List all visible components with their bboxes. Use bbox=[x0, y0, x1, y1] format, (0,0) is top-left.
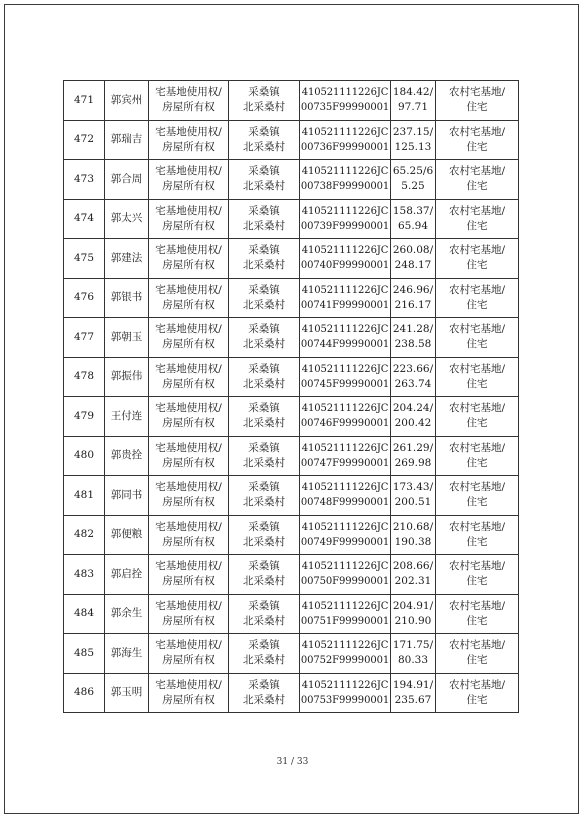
location-line: 采桑镇 bbox=[248, 125, 280, 138]
area-line: 269.98 bbox=[394, 456, 432, 469]
unit-code-line: 410521111226JC bbox=[301, 640, 389, 652]
unit-code-line: 410521111226JC bbox=[301, 482, 389, 494]
right-type-line: 房屋所有权 bbox=[162, 654, 215, 667]
land-use-line: 农村宅基地/ bbox=[448, 165, 506, 178]
owner-name-cell: 郭合周 bbox=[105, 160, 149, 200]
area-line: 184.42/ bbox=[392, 86, 434, 99]
right-type-cell bbox=[149, 357, 229, 397]
right-type-cell bbox=[149, 160, 229, 200]
area-line: 171.75/ bbox=[392, 639, 434, 652]
right-type-line: 房屋所有权 bbox=[162, 614, 215, 627]
location-cell bbox=[229, 357, 300, 397]
unit-code-cell bbox=[300, 357, 391, 397]
owner-name-cell: 郭振伟 bbox=[105, 357, 149, 397]
area-cell bbox=[391, 120, 436, 160]
location-cell bbox=[229, 239, 300, 279]
right-type-line: 宅基地使用权/ bbox=[155, 283, 222, 296]
right-type-line: 房屋所有权 bbox=[162, 140, 215, 153]
unit-code-cell bbox=[300, 436, 391, 476]
location-line: 北采桑村 bbox=[243, 219, 285, 232]
land-use-line: 农村宅基地/ bbox=[448, 402, 506, 415]
location-line: 采桑镇 bbox=[248, 86, 280, 99]
table-row bbox=[64, 673, 519, 713]
land-use-line: 住宅 bbox=[466, 259, 488, 272]
right-type-cell bbox=[149, 436, 229, 476]
unit-code-cell bbox=[300, 594, 391, 634]
area-cell bbox=[391, 436, 436, 476]
record-number-cell: 472 bbox=[64, 120, 105, 160]
record-number-cell: 478 bbox=[64, 357, 105, 397]
unit-code-line: 410521111226JC bbox=[301, 363, 389, 375]
area-line: 202.31 bbox=[394, 575, 432, 588]
location-line: 北采桑村 bbox=[243, 614, 285, 627]
area-cell bbox=[391, 318, 436, 358]
right-type-line: 房屋所有权 bbox=[162, 693, 215, 706]
location-cell bbox=[229, 397, 300, 437]
land-use-line: 住宅 bbox=[466, 219, 488, 232]
location-line: 采桑镇 bbox=[248, 639, 280, 652]
record-number-cell: 479 bbox=[64, 397, 105, 437]
land-use-line: 住宅 bbox=[466, 575, 488, 588]
location-cell bbox=[229, 476, 300, 516]
location-cell bbox=[229, 160, 300, 200]
area-cell bbox=[391, 239, 436, 279]
location-line: 采桑镇 bbox=[248, 402, 280, 415]
record-number-cell: 483 bbox=[64, 555, 105, 595]
land-use-line: 住宅 bbox=[466, 535, 488, 548]
land-use-line: 住宅 bbox=[466, 693, 488, 706]
location-cell bbox=[229, 673, 300, 713]
area-line: 216.17 bbox=[394, 298, 432, 311]
land-use-line: 农村宅基地/ bbox=[448, 323, 506, 336]
unit-code-line: 410521111226JC bbox=[301, 284, 389, 296]
unit-code-cell bbox=[300, 673, 391, 713]
owner-name-cell: 郭瑞吉 bbox=[105, 120, 149, 160]
location-line: 北采桑村 bbox=[243, 140, 285, 153]
area-line: 65.25/6 bbox=[392, 165, 434, 178]
location-line: 北采桑村 bbox=[243, 259, 285, 272]
right-type-cell bbox=[149, 397, 229, 437]
land-use-line: 住宅 bbox=[466, 298, 488, 311]
record-number-cell: 475 bbox=[64, 239, 105, 279]
unit-code-line: 410521111226JC bbox=[301, 324, 389, 336]
table-row bbox=[64, 634, 519, 674]
location-line: 北采桑村 bbox=[243, 180, 285, 193]
record-number-cell: 485 bbox=[64, 634, 105, 674]
table-row bbox=[64, 397, 519, 437]
table-row bbox=[64, 239, 519, 279]
area-line: 223.66/ bbox=[392, 362, 434, 375]
record-number-cell: 473 bbox=[64, 160, 105, 200]
right-type-cell bbox=[149, 199, 229, 239]
record-number-cell: 474 bbox=[64, 199, 105, 239]
unit-code-line: 00750F99990001 bbox=[300, 576, 390, 588]
area-line: 238.58 bbox=[394, 338, 432, 351]
land-use-cell bbox=[436, 278, 519, 318]
location-cell bbox=[229, 594, 300, 634]
location-cell bbox=[229, 318, 300, 358]
land-use-cell bbox=[436, 199, 519, 239]
unit-code-line: 410521111226JC bbox=[301, 521, 389, 533]
land-use-cell bbox=[436, 120, 519, 160]
unit-code-cell bbox=[300, 634, 391, 674]
table-row bbox=[64, 81, 519, 121]
area-line: 235.67 bbox=[394, 693, 432, 706]
unit-code-line: 00747F99990001 bbox=[300, 457, 390, 469]
unit-code-cell bbox=[300, 120, 391, 160]
area-line: 210.68/ bbox=[392, 520, 434, 533]
owner-name-cell: 郭银书 bbox=[105, 278, 149, 318]
right-type-line: 房屋所有权 bbox=[162, 535, 215, 548]
land-use-line: 农村宅基地/ bbox=[448, 599, 506, 612]
land-use-line: 农村宅基地/ bbox=[448, 639, 506, 652]
location-line: 采桑镇 bbox=[248, 283, 280, 296]
right-type-line: 宅基地使用权/ bbox=[155, 520, 222, 533]
owner-name-cell: 郭启拴 bbox=[105, 555, 149, 595]
location-line: 北采桑村 bbox=[243, 338, 285, 351]
location-cell bbox=[229, 278, 300, 318]
owner-name-cell: 郭便粮 bbox=[105, 515, 149, 555]
table-row bbox=[64, 160, 519, 200]
right-type-line: 宅基地使用权/ bbox=[155, 362, 222, 375]
area-line: 65.94 bbox=[397, 219, 429, 232]
area-cell bbox=[391, 278, 436, 318]
land-use-line: 住宅 bbox=[466, 140, 488, 153]
unit-code-line: 00744F99990001 bbox=[300, 339, 390, 351]
location-line: 北采桑村 bbox=[243, 456, 285, 469]
right-type-line: 宅基地使用权/ bbox=[155, 481, 222, 494]
right-type-cell bbox=[149, 239, 229, 279]
right-type-line: 宅基地使用权/ bbox=[155, 204, 222, 217]
land-use-line: 住宅 bbox=[466, 338, 488, 351]
location-line: 北采桑村 bbox=[243, 575, 285, 588]
land-use-cell bbox=[436, 555, 519, 595]
unit-code-line: 410521111226JC bbox=[301, 205, 389, 217]
right-type-line: 房屋所有权 bbox=[162, 298, 215, 311]
right-type-line: 房屋所有权 bbox=[162, 377, 215, 390]
location-line: 北采桑村 bbox=[243, 377, 285, 390]
location-line: 采桑镇 bbox=[248, 560, 280, 573]
area-cell bbox=[391, 634, 436, 674]
right-type-line: 宅基地使用权/ bbox=[155, 560, 222, 573]
table-row bbox=[64, 120, 519, 160]
right-type-cell bbox=[149, 555, 229, 595]
unit-code-line: 00746F99990001 bbox=[300, 418, 390, 430]
right-type-line: 房屋所有权 bbox=[162, 219, 215, 232]
right-type-line: 宅基地使用权/ bbox=[155, 678, 222, 691]
unit-code-line: 410521111226JC bbox=[301, 403, 389, 415]
land-use-line: 住宅 bbox=[466, 377, 488, 390]
location-line: 采桑镇 bbox=[248, 678, 280, 691]
unit-code-line: 410521111226JC bbox=[301, 679, 389, 691]
location-line: 北采桑村 bbox=[243, 298, 285, 311]
location-cell bbox=[229, 436, 300, 476]
unit-code-line: 410521111226JC bbox=[301, 561, 389, 573]
land-use-line: 住宅 bbox=[466, 417, 488, 430]
table-row bbox=[64, 318, 519, 358]
land-use-cell bbox=[436, 81, 519, 121]
location-cell bbox=[229, 120, 300, 160]
unit-code-cell bbox=[300, 476, 391, 516]
owner-name-cell: 郭余生 bbox=[105, 594, 149, 634]
area-line: 241.28/ bbox=[392, 323, 434, 336]
land-use-cell bbox=[436, 239, 519, 279]
unit-code-line: 410521111226JC bbox=[301, 166, 389, 178]
unit-code-line: 00751F99990001 bbox=[300, 615, 390, 627]
area-line: 204.24/ bbox=[392, 402, 434, 415]
owner-name-cell: 郭海生 bbox=[105, 634, 149, 674]
right-type-line: 房屋所有权 bbox=[162, 180, 215, 193]
unit-code-cell bbox=[300, 318, 391, 358]
land-use-line: 农村宅基地/ bbox=[448, 244, 506, 257]
right-type-line: 房屋所有权 bbox=[162, 101, 215, 114]
unit-code-cell bbox=[300, 160, 391, 200]
area-line: 200.51 bbox=[394, 496, 432, 509]
right-type-line: 房屋所有权 bbox=[162, 496, 215, 509]
area-line: 5.25 bbox=[401, 180, 425, 193]
right-type-cell bbox=[149, 318, 229, 358]
owner-name-cell: 王付连 bbox=[105, 397, 149, 437]
area-line: 204.91/ bbox=[392, 599, 434, 612]
land-use-line: 住宅 bbox=[466, 496, 488, 509]
owner-name-cell: 郭朝玉 bbox=[105, 318, 149, 358]
unit-code-cell bbox=[300, 81, 391, 121]
right-type-line: 房屋所有权 bbox=[162, 456, 215, 469]
record-number-cell: 477 bbox=[64, 318, 105, 358]
right-type-cell bbox=[149, 634, 229, 674]
land-use-cell bbox=[436, 318, 519, 358]
land-use-cell bbox=[436, 673, 519, 713]
land-use-cell bbox=[436, 397, 519, 437]
land-use-line: 农村宅基地/ bbox=[448, 441, 506, 454]
land-use-line: 农村宅基地/ bbox=[448, 283, 506, 296]
location-line: 采桑镇 bbox=[248, 362, 280, 375]
location-line: 采桑镇 bbox=[248, 481, 280, 494]
land-use-cell bbox=[436, 160, 519, 200]
area-cell bbox=[391, 160, 436, 200]
land-use-line: 农村宅基地/ bbox=[448, 560, 506, 573]
location-line: 采桑镇 bbox=[248, 204, 280, 217]
record-number-cell: 480 bbox=[64, 436, 105, 476]
land-use-line: 农村宅基地/ bbox=[448, 362, 506, 375]
location-cell bbox=[229, 199, 300, 239]
table-row bbox=[64, 278, 519, 318]
land-use-cell bbox=[436, 436, 519, 476]
land-use-line: 住宅 bbox=[466, 456, 488, 469]
location-line: 北采桑村 bbox=[243, 654, 285, 667]
right-type-line: 宅基地使用权/ bbox=[155, 125, 222, 138]
table-row bbox=[64, 476, 519, 516]
area-line: 194.91/ bbox=[392, 678, 434, 691]
location-cell bbox=[229, 555, 300, 595]
right-type-line: 宅基地使用权/ bbox=[155, 639, 222, 652]
record-number-cell: 471 bbox=[64, 81, 105, 121]
unit-code-line: 410521111226JC bbox=[301, 600, 389, 612]
location-cell bbox=[229, 515, 300, 555]
land-use-line: 农村宅基地/ bbox=[448, 204, 506, 217]
record-number-cell: 476 bbox=[64, 278, 105, 318]
table-body bbox=[64, 81, 519, 713]
right-type-line: 宅基地使用权/ bbox=[155, 599, 222, 612]
record-number-cell: 482 bbox=[64, 515, 105, 555]
owner-name-cell: 郭玉明 bbox=[105, 673, 149, 713]
page-number: 31 / 33 bbox=[276, 757, 309, 767]
area-line: 173.43/ bbox=[392, 481, 434, 494]
table-row bbox=[64, 199, 519, 239]
area-cell bbox=[391, 81, 436, 121]
unit-code-line: 00739F99990001 bbox=[300, 220, 390, 232]
area-line: 97.71 bbox=[397, 101, 429, 114]
table-row bbox=[64, 555, 519, 595]
unit-code-line: 410521111226JC bbox=[301, 87, 389, 99]
land-use-line: 农村宅基地/ bbox=[448, 678, 506, 691]
land-use-line: 住宅 bbox=[466, 654, 488, 667]
area-cell bbox=[391, 199, 436, 239]
location-cell bbox=[229, 81, 300, 121]
right-type-line: 房屋所有权 bbox=[162, 575, 215, 588]
right-type-line: 房屋所有权 bbox=[162, 417, 215, 430]
right-type-line: 宅基地使用权/ bbox=[155, 165, 222, 178]
unit-code-cell bbox=[300, 199, 391, 239]
table-row bbox=[64, 436, 519, 476]
area-line: 260.08/ bbox=[392, 244, 434, 257]
area-line: 237.15/ bbox=[392, 125, 434, 138]
unit-code-line: 00749F99990001 bbox=[300, 536, 390, 548]
right-type-cell bbox=[149, 594, 229, 634]
table-row bbox=[64, 515, 519, 555]
location-line: 采桑镇 bbox=[248, 599, 280, 612]
land-use-line: 住宅 bbox=[466, 180, 488, 193]
location-line: 采桑镇 bbox=[248, 244, 280, 257]
location-line: 采桑镇 bbox=[248, 165, 280, 178]
right-type-cell bbox=[149, 476, 229, 516]
area-line: 125.13 bbox=[394, 140, 432, 153]
record-number-cell: 484 bbox=[64, 594, 105, 634]
location-line: 北采桑村 bbox=[243, 101, 285, 114]
unit-code-line: 00738F99990001 bbox=[300, 181, 390, 193]
area-line: 210.90 bbox=[394, 614, 432, 627]
unit-code-cell bbox=[300, 555, 391, 595]
record-number-cell: 486 bbox=[64, 673, 105, 713]
unit-code-line: 410521111226JC bbox=[301, 245, 389, 257]
location-line: 北采桑村 bbox=[243, 417, 285, 430]
owner-name-cell: 郭贵拴 bbox=[105, 436, 149, 476]
unit-code-line: 00753F99990001 bbox=[300, 694, 390, 706]
location-line: 北采桑村 bbox=[243, 535, 285, 548]
right-type-cell bbox=[149, 81, 229, 121]
owner-name-cell: 郭太兴 bbox=[105, 199, 149, 239]
owner-name-cell: 郭建法 bbox=[105, 239, 149, 279]
unit-code-cell bbox=[300, 515, 391, 555]
area-cell bbox=[391, 397, 436, 437]
area-line: 248.17 bbox=[394, 259, 432, 272]
right-type-line: 宅基地使用权/ bbox=[155, 441, 222, 454]
land-use-cell bbox=[436, 515, 519, 555]
unit-code-line: 410521111226JC bbox=[301, 442, 389, 454]
area-cell bbox=[391, 594, 436, 634]
area-line: 200.42 bbox=[394, 417, 432, 430]
area-cell bbox=[391, 555, 436, 595]
table-row bbox=[64, 594, 519, 634]
location-line: 采桑镇 bbox=[248, 323, 280, 336]
area-cell bbox=[391, 476, 436, 516]
unit-code-line: 00736F99990001 bbox=[300, 141, 390, 153]
right-type-line: 房屋所有权 bbox=[162, 338, 215, 351]
owner-name-cell: 郭同书 bbox=[105, 476, 149, 516]
area-line: 246.96/ bbox=[392, 283, 434, 296]
land-use-cell bbox=[436, 476, 519, 516]
land-use-cell bbox=[436, 357, 519, 397]
area-line: 80.33 bbox=[397, 654, 429, 667]
land-use-line: 农村宅基地/ bbox=[448, 481, 506, 494]
location-line: 北采桑村 bbox=[243, 693, 285, 706]
right-type-line: 房屋所有权 bbox=[162, 259, 215, 272]
unit-code-line: 410521111226JC bbox=[301, 126, 389, 138]
unit-code-line: 00745F99990001 bbox=[300, 378, 390, 390]
area-line: 208.66/ bbox=[392, 560, 434, 573]
right-type-cell bbox=[149, 673, 229, 713]
area-cell bbox=[391, 357, 436, 397]
location-cell bbox=[229, 634, 300, 674]
unit-code-line: 00752F99990001 bbox=[300, 655, 390, 667]
registration-table bbox=[63, 80, 519, 713]
unit-code-cell bbox=[300, 239, 391, 279]
owner-name-cell: 郭宾州 bbox=[105, 81, 149, 121]
unit-code-line: 00740F99990001 bbox=[300, 260, 390, 272]
unit-code-line: 00748F99990001 bbox=[300, 497, 390, 509]
right-type-line: 宅基地使用权/ bbox=[155, 86, 222, 99]
area-cell bbox=[391, 673, 436, 713]
location-line: 采桑镇 bbox=[248, 441, 280, 454]
right-type-line: 宅基地使用权/ bbox=[155, 402, 222, 415]
area-line: 263.74 bbox=[394, 377, 432, 390]
area-cell bbox=[391, 515, 436, 555]
land-use-cell bbox=[436, 594, 519, 634]
area-line: 158.37/ bbox=[392, 204, 434, 217]
land-use-line: 农村宅基地/ bbox=[448, 520, 506, 533]
right-type-cell bbox=[149, 515, 229, 555]
land-use-line: 农村宅基地/ bbox=[448, 86, 506, 99]
land-use-line: 住宅 bbox=[466, 614, 488, 627]
unit-code-cell bbox=[300, 397, 391, 437]
record-number-cell: 481 bbox=[64, 476, 105, 516]
right-type-cell bbox=[149, 278, 229, 318]
table-row bbox=[64, 357, 519, 397]
area-line: 190.38 bbox=[394, 535, 432, 548]
location-line: 北采桑村 bbox=[243, 496, 285, 509]
right-type-line: 宅基地使用权/ bbox=[155, 323, 222, 336]
right-type-line: 宅基地使用权/ bbox=[155, 244, 222, 257]
location-line: 采桑镇 bbox=[248, 520, 280, 533]
land-use-cell bbox=[436, 634, 519, 674]
unit-code-cell bbox=[300, 278, 391, 318]
unit-code-line: 00741F99990001 bbox=[300, 299, 390, 311]
right-type-cell bbox=[149, 120, 229, 160]
area-line: 261.29/ bbox=[392, 441, 434, 454]
land-use-line: 农村宅基地/ bbox=[448, 125, 506, 138]
land-use-line: 住宅 bbox=[466, 101, 488, 114]
unit-code-line: 00735F99990001 bbox=[300, 102, 390, 114]
